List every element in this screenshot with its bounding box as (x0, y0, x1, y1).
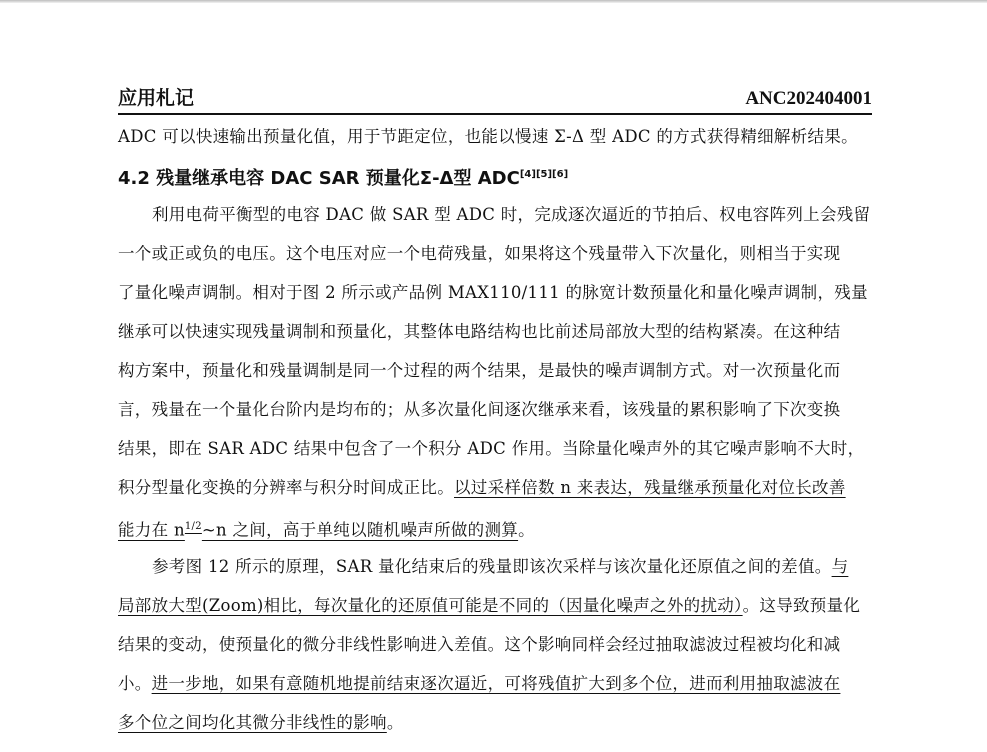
para1-line-5: 构方案中，预量化和残量调制是同一个过程的两个结果，是最快的噪声调制方式。对一次预量化而 (118, 361, 841, 380)
document-number: ANC202404001 (745, 88, 872, 109)
section-heading (118, 164, 568, 190)
para2-line-2-text: 。这导致预量化 (742, 596, 861, 615)
para2-line-2 (118, 596, 872, 616)
page-top-edge (0, 0, 987, 3)
section-references: [4][5][6] (519, 169, 569, 180)
para2-line-1-text: 参考图 12 所示的原理，SAR 量化结束后的残量即该次采样与该次量化还原值之间的差值。 (152, 557, 832, 576)
para1-line-9-underlined-a: 能力在 n (118, 520, 185, 540)
intro-line: ADC 可以快速输出预量化值，用于节距定位，也能以慢速 Σ-Δ 型 ADC 的方式获得精细解析结果。 (118, 127, 858, 146)
para2-line-4 (118, 674, 872, 694)
page-header (118, 83, 872, 110)
para1-line-9 (118, 517, 872, 541)
section-title-text: 4.2 残量继承电容 DAC SAR 预量化Σ-Δ型 ADC (118, 168, 520, 189)
para2-line-5 (118, 713, 872, 733)
para2-line-5-end: 。 (386, 713, 404, 732)
header-title: 应用札记 (118, 87, 195, 109)
para2-line-1 (152, 557, 872, 577)
para2-line-2-underlined: 局部放大型(Zoom)相比，每次量化的还原值可能是不同的（因量化噪声之外的扰动） (118, 596, 743, 615)
para1-line-1: 利用电荷平衡型的电容 DAC 做 SAR 型 ADC 时，完成逐次逼近的节拍后、权电容阵列上会残留 (152, 205, 871, 224)
para1-line-9-end: 。 (518, 520, 535, 540)
para1-line-9-underlined-b: ~n 之间，高于单纯以随机噪声所做的测算 (201, 520, 519, 540)
para1-line-8 (118, 478, 872, 498)
para1-line-2: 一个或正或负的电压。这个电压对应一个电荷残量，如果将这个残量带入下次量化，则相当于实现 (118, 244, 841, 263)
para2-line-1-underlined: 与 (831, 557, 849, 576)
para1-line-8-underlined: 以过采样倍数 n 来表达，残量继承预量化对位长改善 (454, 478, 846, 497)
para1-line-4: 继承可以快速实现残量调制和预量化，其整体电路结构也比前述局部放大型的结构紧凑。在这种结 (118, 322, 841, 341)
header-rule (118, 113, 872, 115)
para2-line-5-underlined: 多个位之间均化其微分非线性的影响 (118, 713, 387, 732)
para2-line-4-underlined: 进一步地，如果有意随机地提前结束逐次逼近，可将残值扩大到多个位，进而利用抽取滤波在 (151, 674, 841, 693)
para1-line-6: 言，残量在一个量化台阶内是均布的；从多次量化间逐次继承来看，该残量的累积影响了下次变换 (118, 400, 841, 419)
para2-line-4-text: 小。 (118, 674, 152, 693)
para1-line-3: 了量化噪声调制。相对于图 2 所示或产品例 MAX110/111 的脉宽计数预量化和量化噪声调制，残量 (118, 283, 868, 302)
para1-line-8-text: 积分型量化变换的分辨率与积分时间成正比。 (118, 478, 454, 497)
para2-line-3: 结果的变动，使预量化的微分非线性影响进入差值。这个影响同样会经过抽取滤波过程被均化和减 (118, 635, 841, 654)
para1-line-7: 结果，即在 SAR ADC 结果中包含了一个积分 ADC 作用。当除量化噪声外的其它噪声影响不大时， (118, 439, 865, 458)
para1-line-9-superscript: 1/2 (184, 521, 202, 532)
